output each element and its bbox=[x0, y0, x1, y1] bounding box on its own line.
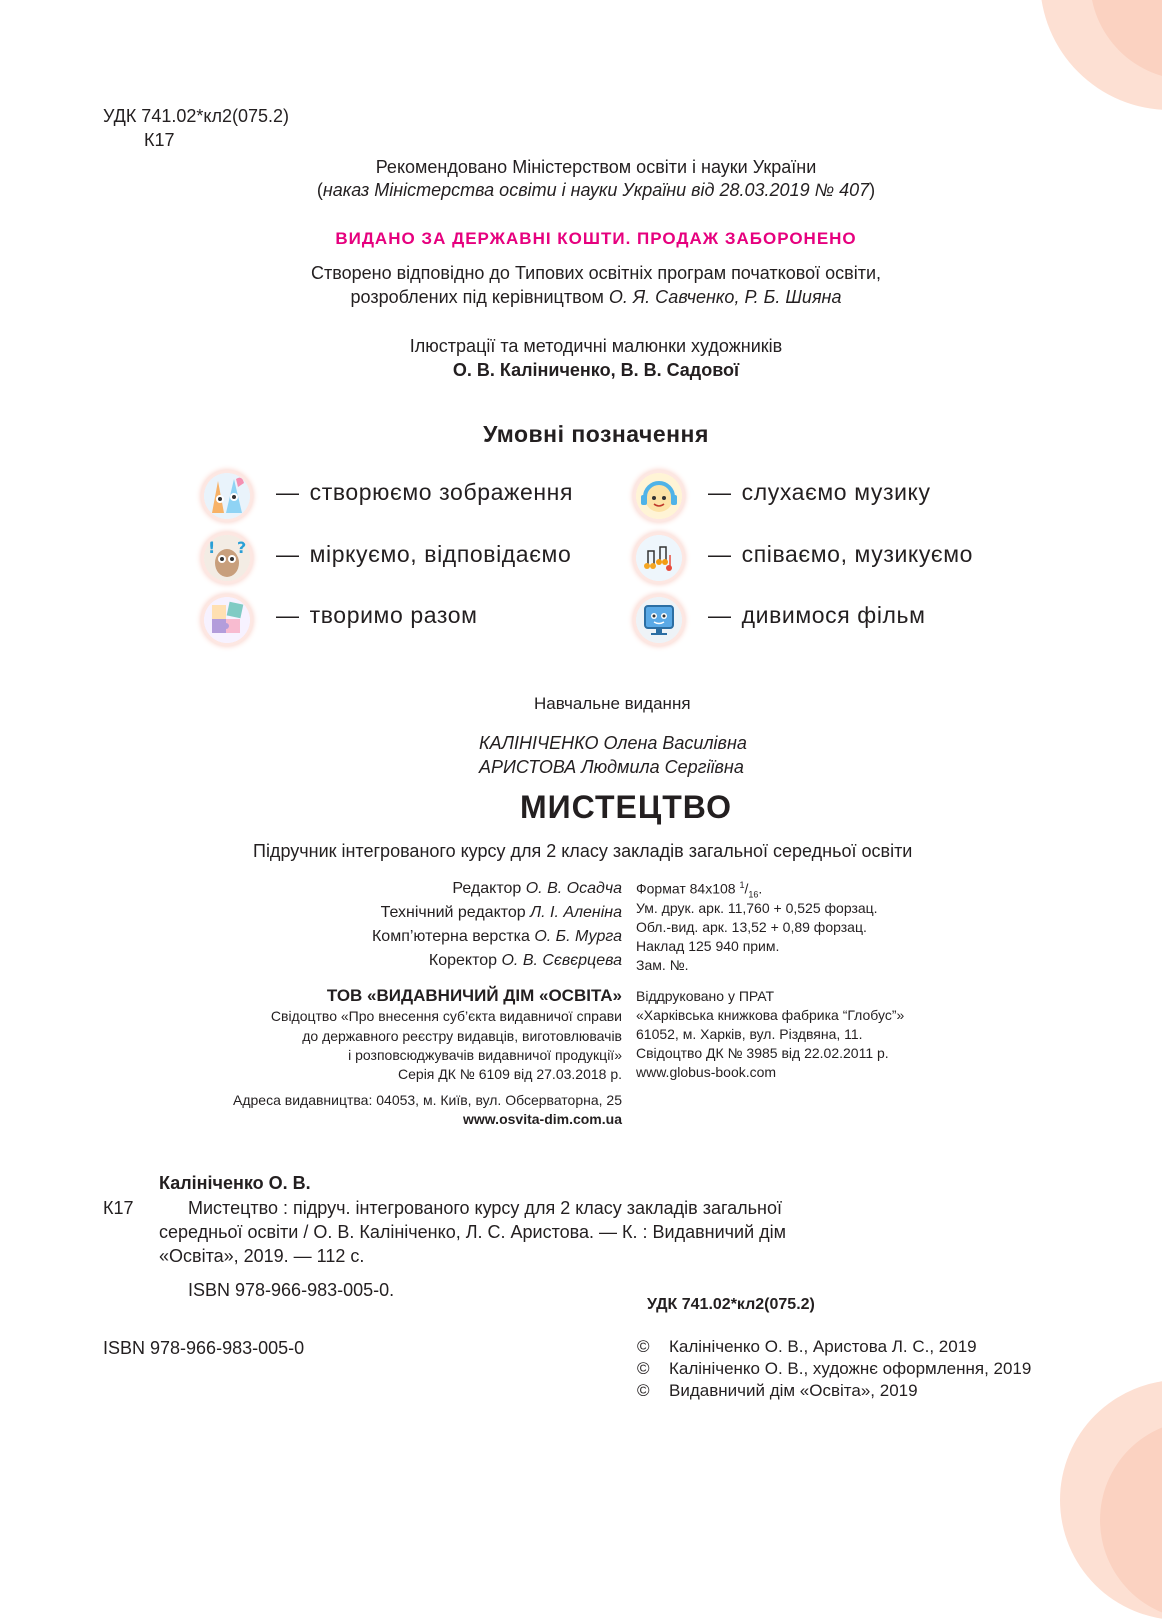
owl-question-icon bbox=[204, 535, 250, 581]
copyright-2: © Калініченко О. В., художнє оформлення, 2019 bbox=[637, 1359, 1032, 1378]
program-line2: розроблених під керівництвом О. Я. Савченко, Р. Б. Шияна bbox=[350, 287, 842, 307]
printer-line-3: 61052, м. Харків, вул. Різдвяна, 11. bbox=[636, 1026, 863, 1042]
format-print-run: Наклад 125 940 прим. bbox=[636, 938, 780, 954]
legend-title: Умовні позначення bbox=[483, 421, 709, 447]
catalog-line3: «Освіта», 2019. — 112 с. bbox=[159, 1246, 365, 1266]
music-notes-icon bbox=[636, 535, 682, 581]
illustrations-line1: Ілюстрації та методичні малюнки художників bbox=[409, 336, 783, 356]
legend-item-watch: — дивимося фільм bbox=[708, 602, 926, 628]
legend-item-together: — творимо разом bbox=[276, 602, 478, 628]
program-line1: Створено відповідно до Типових освітніх програм початкової освіти, bbox=[311, 263, 881, 283]
catalog-isbn: ISBN 978-966-983-005-0. bbox=[188, 1280, 395, 1300]
printer-line-4: Свідоцтво ДК № 3985 від 22.02.2011 р. bbox=[636, 1045, 889, 1061]
tv-screen-icon bbox=[636, 597, 682, 643]
format-order: Зам. №. bbox=[636, 957, 689, 973]
book-subtitle: Підручник інтегрованого курсу для 2 класу закладів загальної середньої освіти bbox=[253, 841, 913, 861]
catalog-udk: УДК 741.02*кл2(075.2) bbox=[647, 1296, 815, 1313]
legend-item-listen: — слухаємо музику bbox=[708, 479, 931, 505]
recommendation-line1: Рекомендовано Міністерством освіти і науки України bbox=[375, 157, 817, 177]
legend-item-sing: — співаємо, музикуємо bbox=[708, 541, 974, 567]
catalog-index: К17 bbox=[103, 1198, 134, 1218]
headphones-boy-icon bbox=[636, 473, 682, 519]
legend-item-create: — створюємо зображення bbox=[276, 479, 574, 505]
publisher-cert-4: Серія ДК № 6109 від 27.03.2018 р. bbox=[398, 1066, 622, 1082]
udk-top: УДК 741.02*кл2(075.2) bbox=[103, 106, 289, 126]
state-funds-notice: ВИДАНО ЗА ДЕРЖАВНІ КОШТИ. ПРОДАЖ ЗАБОРОНЕНО bbox=[335, 229, 857, 248]
publisher-name: ТОВ «ВИДАВНИЧИЙ ДІМ «ОСВІТА» bbox=[326, 986, 622, 1005]
svg-text:!: ! bbox=[208, 538, 216, 557]
index-top: К17 bbox=[144, 130, 175, 150]
format-publish-sheets: Обл.-вид. арк. 13,52 + 0,89 форзац. bbox=[636, 919, 867, 935]
publisher-cert-1: Свідоцтво «Про внесення суб’єкта видавничої справи bbox=[270, 1008, 622, 1024]
isbn-bottom: ISBN 978-966-983-005-0 bbox=[103, 1338, 305, 1358]
author-2: АРИСТОВА Людмила Сергіївна bbox=[479, 757, 744, 777]
puzzle-icon bbox=[204, 597, 250, 643]
publisher-cert-3: і розповсюджувачів видавничої продукції» bbox=[348, 1047, 622, 1063]
publisher-address: Адреса видавництва: 04053, м. Київ, вул. Обсерваторна, 25 bbox=[233, 1092, 622, 1108]
copyright-3: © Видавничий дім «Освіта», 2019 bbox=[637, 1381, 918, 1400]
book-title: МИСТЕЦТВО bbox=[520, 789, 732, 825]
credit-editor: Редактор О. В. Осадча bbox=[452, 880, 622, 897]
publisher-website[interactable]: www.osvita-dim.com.ua bbox=[463, 1111, 622, 1127]
printer-line-1: Віддруковано у ПРАТ bbox=[636, 988, 775, 1004]
copyright-1: © Калініченко О. В., Аристова Л. С., 2019 bbox=[637, 1337, 977, 1356]
palette-brushes-icon bbox=[204, 473, 250, 519]
catalog-line2: середньої освіти / О. В. Калініченко, Л. С. Аристова. — К. : Видавничий дім bbox=[159, 1222, 787, 1242]
credit-layout: Комп’ютерна верстка О. Б. Мурга bbox=[371, 928, 622, 945]
printer-website[interactable]: www.globus-book.com bbox=[636, 1064, 777, 1080]
legend-item-think: — міркуємо, відповідаємо bbox=[276, 541, 572, 567]
illustrations-artists: О. В. Каліниченко, В. В. Садової bbox=[452, 360, 740, 380]
svg-text:?: ? bbox=[237, 538, 247, 557]
author-1: КАЛІНІЧЕНКО Олена Василівна bbox=[479, 733, 747, 753]
format-size: Формат 84х108 $^1/_{16}$. bbox=[636, 880, 763, 900]
catalog-author: Калініченко О. В. bbox=[159, 1173, 311, 1193]
credit-tech-editor: Технічний редактор Л. І. Аленіна bbox=[380, 904, 622, 921]
format-print-sheets: Ум. друк. арк. 11,760 + 0,525 форзац. bbox=[636, 900, 878, 916]
recommendation-line2: (наказ Міністерства освіти і науки України від 28.03.2019 № 407) bbox=[316, 180, 876, 200]
catalog-line1: Мистецтво : підруч. інтегрованого курсу для 2 класу закладів загальної bbox=[188, 1198, 782, 1218]
edition-type: Навчальне видання bbox=[534, 694, 691, 713]
printer-line-2: «Харківська книжкова фабрика “Глобус”» bbox=[636, 1007, 905, 1023]
publisher-cert-2: до державного реєстру видавців, виготовлювачів bbox=[302, 1028, 622, 1044]
credit-proofreader: Коректор О. В. Сєвєрцева bbox=[428, 952, 622, 969]
